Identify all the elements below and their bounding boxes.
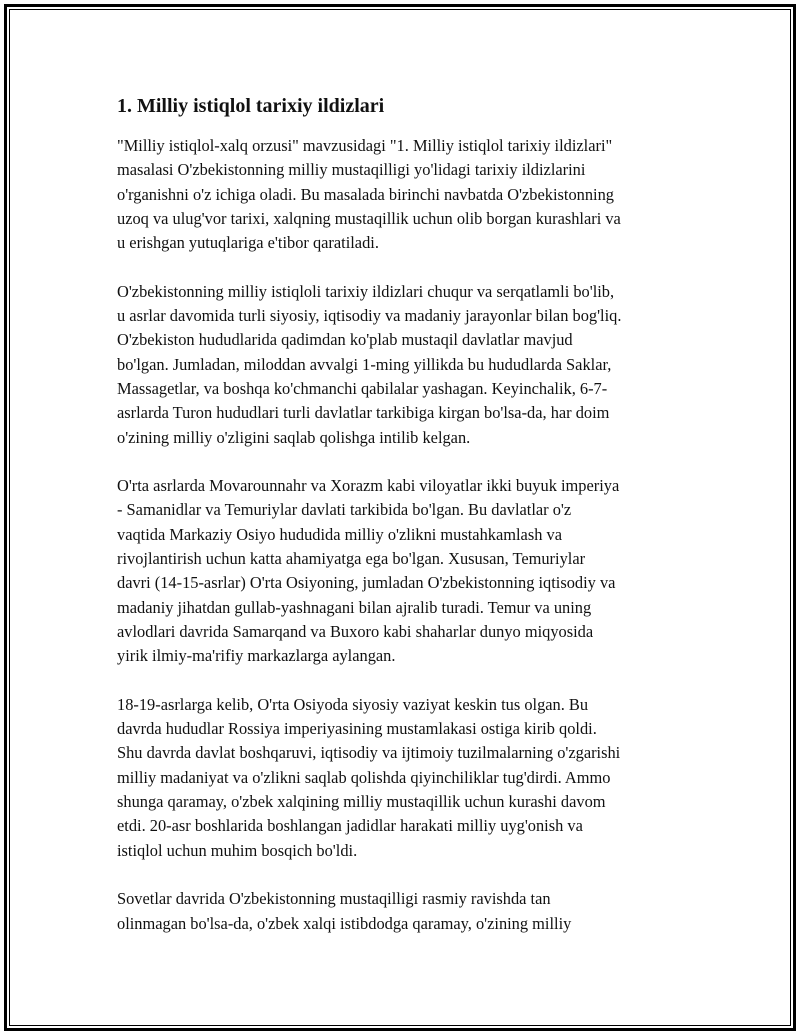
text-line: u asrlar davomida turli siyosiy, iqtisodiy va madaniy jarayonlar bilan bog'liq. (117, 306, 622, 326)
text-line: istiqlol uchun muhim bosqich bo'ldi. (117, 840, 358, 860)
text-line: yirik ilmiy-ma'rifiy markazlarga aylangan. (117, 646, 396, 666)
paragraph-1 (117, 134, 692, 255)
paragraph-3 (117, 474, 692, 668)
text-line: vaqtida Markaziy Osiyo hududida milliy o'zlikni mustahkamlash va (117, 524, 562, 544)
text-line: masalasi O'zbekistonning milliy mustaqilligi yo'lidagi tarixiy ildizlarini (117, 160, 586, 180)
text-line: - Samanidlar va Temuriylar davlati tarkibida bo'lgan. Bu davlatlar o'z (117, 500, 572, 520)
paragraph-2 (117, 280, 692, 450)
text-line: davri (14-15-asrlar) O'rta Osiyoning, jumladan O'zbekistonning iqtisodiy va (117, 573, 616, 593)
text-line: O'zbekistonning milliy istiqloli tarixiy ildizlari chuqur va serqatlamli bo'lib, (117, 281, 615, 301)
paragraph-5 (117, 887, 692, 936)
text-line: asrlarda Turon hududlari turli davlatlar tarkibiga kirgan bo'lsa-da, har doim (117, 403, 610, 423)
paragraph-4 (117, 693, 692, 863)
text-line: shunga qaramay, o'zbek xalqining milliy mustaqillik uchun kurashi davom (117, 792, 606, 812)
text-line: bo'lgan. Jumladan, miloddan avvalgi 1-ming yillikda bu hududlarda Saklar, (117, 354, 612, 374)
document-heading: 1. Milliy istiqlol tarixiy ildizlari (117, 95, 385, 117)
text-line: rivojlantirish uchun katta ahamiyatga ega bo'lgan. Xususan, Temuriylar (117, 549, 586, 569)
text-line: Shu davrda davlat boshqaruvi, iqtisodiy va ijtimoiy tuzilmalarning o'zgarishi (117, 743, 621, 763)
text-line: davrda hududlar Rossiya imperiyasining mustamlakasi ostiga kirib qoldi. (117, 719, 597, 739)
text-line: o'zining milliy o'zligini saqlab qolishga intilib kelgan. (117, 427, 471, 447)
text-line: Massagetlar, va boshqa ko'chmanchi qabilalar yashagan. Keyinchalik, 6-7- (117, 378, 608, 398)
text-line: O'zbekiston hududlarida qadimdan ko'plab mustaqil davlatlar mavjud (117, 330, 573, 350)
text-line: olinmagan bo'lsa-da, o'zbek xalqi istibdodga qaramay, o'zining milliy (117, 913, 572, 933)
text-line: avlodlari davrida Samarqand va Buxoro kabi shaharlar dunyo miqyosida (117, 621, 594, 641)
text-line: 18-19-asrlarga kelib, O'rta Osiyoda siyosiy vaziyat keskin tus olgan. Bu (117, 694, 589, 714)
text-line: madaniy jihatdan gullab-yashnagani bilan ajralib turadi. Temur va uning (117, 597, 592, 617)
text-line: "Milliy istiqlol-xalq orzusi" mavzusidagi "1. Milliy istiqlol tarixiy ildizlari" (117, 136, 613, 155)
text-line: milliy madaniyat va o'zlikni saqlab qolishda qiyinchiliklar tug'dirdi. Ammo (117, 767, 611, 787)
text-line: uzoq va ulug'vor tarixi, xalqning mustaqillik uchun olib borgan kurashlari va (117, 208, 621, 228)
text-line: etdi. 20-asr boshlarida boshlangan jadidlar harakati milliy uyg'onish va (117, 816, 583, 836)
text-line: O'rta asrlarda Movarounnahr va Xorazm kabi viloyatlar ikki buyuk imperiya (117, 476, 620, 496)
text-line: Sovetlar davrida O'zbekistonning mustaqilligi rasmiy ravishda tan (117, 889, 551, 909)
text-line: u erishgan yutuqlariga e'tibor qaratiladi. (117, 233, 379, 253)
document-body (117, 92, 692, 960)
text-line: o'rganishni o'z ichiga oladi. Bu masalada birinchi navbatda O'zbekistonning (117, 184, 614, 204)
